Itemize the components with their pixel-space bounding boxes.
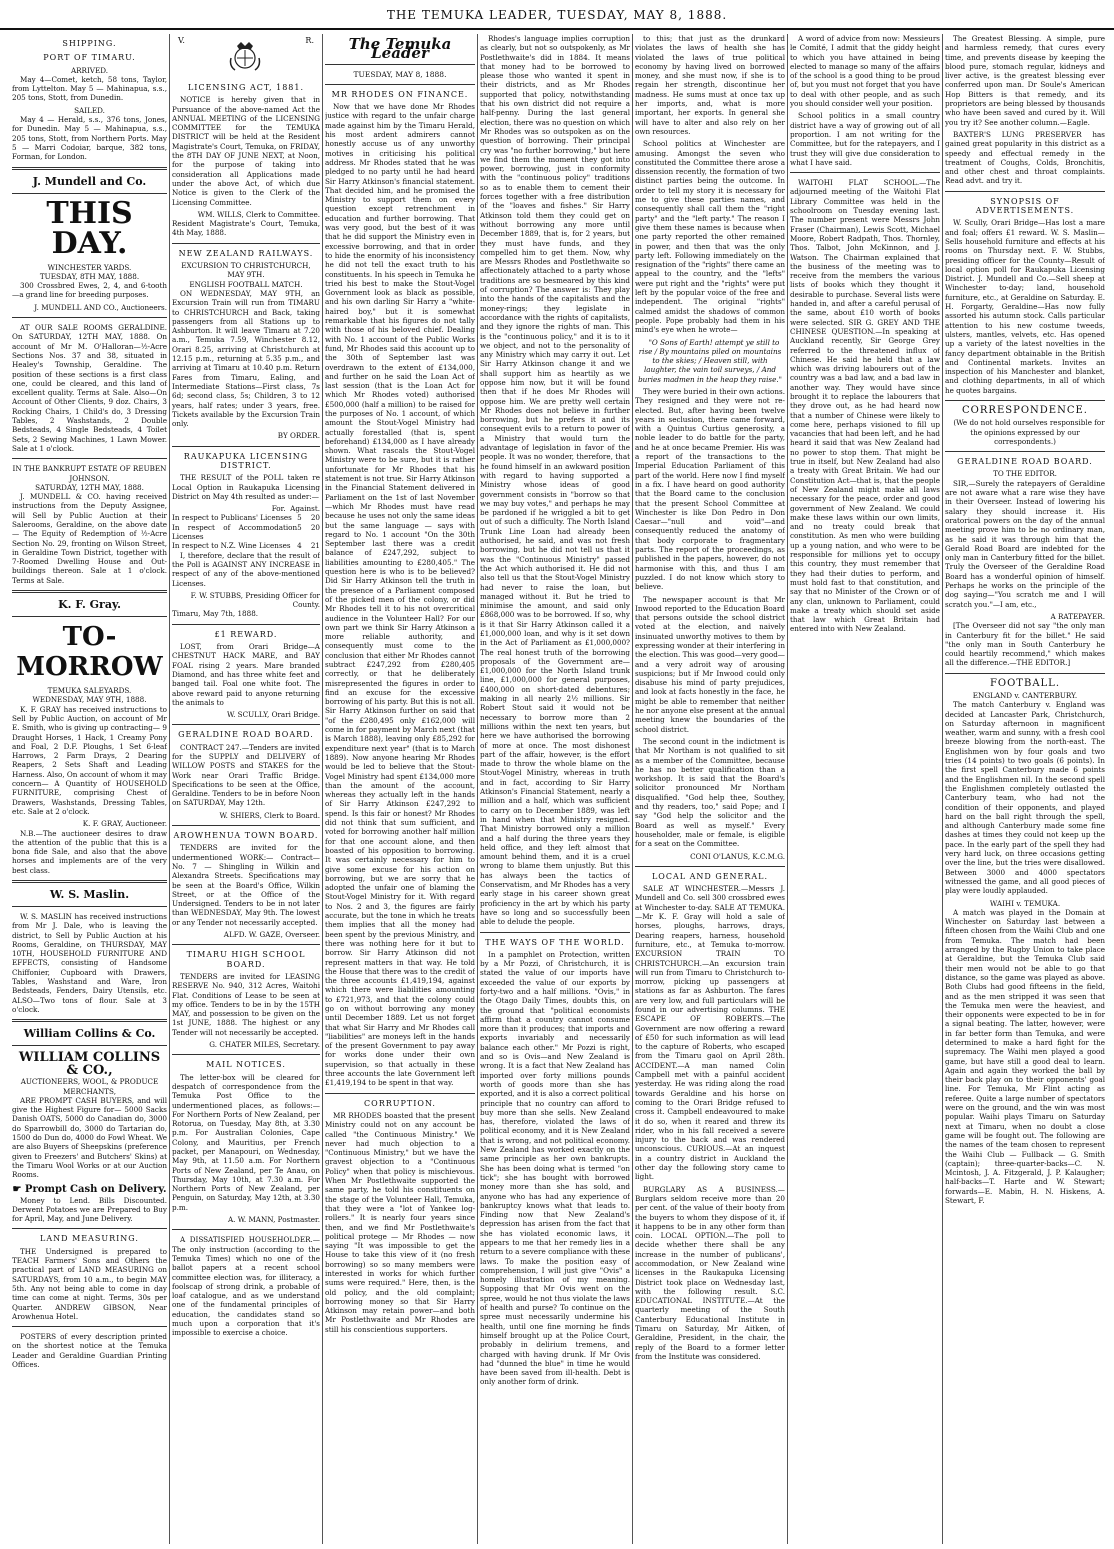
newspaper-text: The newspaper account is that Mr Inwood reported to the Education Board that persons outside the school district voted at the election, and naively insinuated unworthy motives to them by expressing wonder at their interfering in the election. This was good—very good—and a very adroit way of arousing suspicions; but if Mr Inwood could only disabuse his mind of party prejudices, and look at facts honestly in the face, he might be able to remember that neither he nor anyone else present at the annual meeting knew the boundaries of the school district. [635,594,785,734]
col6-text-2: School politics in a small country district have a way of growing out of all proportion. I am not writing for the Committee, but for the ratepayers, and I trust they will give due consideration to what I have said. [790,111,940,167]
waihi-title: WAIHI v. TEMUKA. [989,898,1061,908]
baxter-text: BAXTER'S LUNG PRESERVER has gained great popularity in this district as a speedy and effectual remedy in the treatment of Coughs, Colds, Bronchitis, and other chest and throat complaints. Read advt. and try it. [945,129,1105,186]
ratepayer: A RATEPAYER. [1050,611,1105,621]
royal-arms-row: V. R. [172,34,320,78]
school-text-2: They were buried in their own actions. They resigned and they were not re-elected. But, after having been twelve years in seclusion, there came forward, with a Quintus Curtius generosity, a noble leader to do battle for the party, and he at once became Premier. His was a report of the transactions to the Imperial Education Parliament of this part of the world. Here now I find myself in a fix. I have heard on good authority that the Board came to the conclusion that the present School Committee at Winchester is like Don Pedro in Don Caesar—"null and void"—and consequently reduced the anatomy of that body corporate to fragmentary parts. The report of the proceedings, as published in the papers, however, do not harmonise with this, and thus I am puzzled. I do not know which story to believe. [635,386,785,592]
firm-gray: K. F. Gray. [58,598,121,612]
poll-text: THE RESULT of the POLL taken re Local Option in Raukapuka Licensing District on May 4th resulted as under:— [172,473,320,501]
firm-maslin: W. S. Maslin. [49,888,130,901]
railways-title: NEW ZEALAND RAILWAYS. [178,248,314,258]
excursion-title: EXCURSION TO CHRISTCHURCH, MAY 9TH. [181,261,311,280]
mail-text: The letter-box will be cleared for despatch of correspondence from the Temuka Post Office to the undermentioned places, as follows:— For Northern Ports of New Zealand, per Rotorua, on Tuesday, May 8th, at 3.30 p.m. For Australian Colonies, Cape Colony, and Mauritius, per French packet, per Manapouri, on Wednesday, May 9th, at 11.50 a.m. For Northern Ports of New Zealand, per Te Anau, on Thursday, May 10th, at 7.30 a.m. For Northern Ports of New Zealand, per Penguin, on Saturday, May 12th, at 3.30 p.m. [172,1072,320,1212]
synopsis-text: W. Scully, Orari Bridge—Has lost a mare and foal; offers £1 reward. W. S. Maslin—Sells household furniture and effects at his rooms on Thursday next. F. W. Stubbs, presiding officer for the County—Result of local option poll for Raukapuka Licensing District. J. Mundell and Co.—Sell sheep at Winchester to-day; land, household furniture, etc., at Geraldine on Saturday. E. H. Forgarty, Geraldine—Has now fully assorted his autumn stock. Calls particular attention to his new costume tweeds, ulsters, mantles, velvets, etc. Has opened up a variety of the latest novelties in the fancy department obtainable in the British and Continental markets. Invites an inspection of his Manchester and blanket, and clothing departments, in all of which he quotes bargains. [945,218,1105,395]
mann-signature: A. W. MANN, Postmaster. [227,1215,320,1225]
railway-text: ON WEDNESDAY, MAY 9TH, an Excursion Train will run from TIMARU to CHRISTCHURCH and Back, taking passengers from all Stations up to Ashburton. It will leave Timaru at 7.20 a.m., Temuka 7.59, Winchester 8.12, Orari 8.25, arriving at Christchurch at 12.15 p.m., returning at 5.35 p.m., and arriving at Timaru at 10.40 p.m. Return Fares from Timaru, Ealing, and Intermediate Stations—First class, 7s 6d; second class, 5s; Children, 3 to 12 years, half rates; under 3 years, free. Tickets available by the Excursion Train only. [172,288,320,429]
column-3 [325,34,475,1544]
column-5 [635,34,785,1544]
column-rule [169,34,170,1544]
editor-note: [The Overseer did not say "the only man in Canterbury fit for the billet." He said "the only man in South Canterbury he could heartily recommend," which makes all the difference.—THE EDITOR.] [945,621,1105,668]
reward-title: £1 REWARD. [214,629,278,639]
poll-row: In respect to Publicans' Licenses 5 20 [172,513,320,523]
masthead: The Temuka Leader [348,35,452,63]
letter-text: SIR,—Surely the ratepayers of Geraldine are not aware what a rare wise they have in their Overseer. Instead of lowering his salary they should increase it. His oratorical powers on the day of the annual meeting prove him to be no ordinary man, as he said it was through him that the Gerald Road Board are indebted for the only man in Canterbury fitted for the billet. Truly the Overseer of the Geraldine Road Board has a wonderful opinion of himself. Perhaps he works on the principle of the dog saying—"You scratch me and I will scratch you."—I am, etc., [945,478,1105,609]
prompt-cash: ☛ Prompt Cash on Delivery. [12,1183,167,1195]
scully-signature: W. SCULLY, Orari Bridge. [226,710,320,720]
arrived-text: May 4—Comet, ketch, 58 tons, Taylor, from Lyttelton. May 5 — Mahinapua, s.s., 205 tons, Stott, from Dunedin. [12,74,167,103]
local-text-2: BURGLARY AS A BUSINESS.—Burglars seldom receive more than 20 per cent. of the value of their booty from the buyers to whom they dispose of it, if it happens to be in any other form than coin. LOCAL OPTION.—The poll to decide whether there shall be any increase in the number of publicans', accommodation, or New Zealand wine licenses in the Raukapuka Licensing District took place on Wednesday last, with the following result. S.C. EDUCATIONAL INSTITUTE.—At the quarterly meeting of the South Canterbury Educational Institute in Timaru on Saturday, Mr Aitken, of Geraldine, President, in the chair, the reply of the Board to a former letter from the Institute was considered. [635,1184,785,1361]
ewes-text: 300 Crossbred Ewes, 2, 4, and 6-tooth—a grand line for breeding purposes. [12,281,167,300]
football-match-title: ENGLISH FOOTBALL MATCH. [189,279,303,289]
issue-date: TUESDAY, MAY 8, 1888. [353,69,447,79]
gaze-signature: ALFD. W. GAZE, Overseer. [223,930,320,940]
grb-title: GERALDINE ROAD BOARD. [957,457,1093,467]
shiers-signature: W. SHIERS, Clerk to Board. [219,810,320,820]
eng-cant-title: ENGLAND v. CANTERBURY. [972,691,1078,700]
stubbs-date: Timaru, May 7th, 1888. [172,609,259,619]
column-2 [172,34,320,1544]
corruption-title: CORRUPTION. [364,1098,436,1108]
poll-row: In respect of Accommodation Licenses 5 20 [172,522,320,542]
column-rule [942,34,943,1544]
arowhenua-title: AROWHENUA TOWN BOARD. [173,831,319,841]
posters-text: POSTERS of every description printed on the shortest notice at the Temuka Leader and Geraldine Guardian Printing Offices. [12,1332,167,1369]
finance-text: Now that we have done Mr Rhodes justice with regard to the unfair charge made against him by the Timaru Herald, his most ardent admirers cannot honestly accuse us of any unworthy motives in criticising his political address. Mr Rhodes stated that he was pledged to no party until he had heard Sir Harry Atkinson's financial statement. That decided him, and he promised the Ministry to support them on every question except retrenchment in education and further borrowing. That was very good, but the best of it was that he did support the Ministry even in excessive borrowing, and that in order to hide the enormity of his inconsistency he did not tell the exact truth to his constituents. In his speech in Temuka he tried his best to make the Stout-Vogel Government look as black as possible, and his own darling Sir Harry a "white-haired boy," but it is somewhat remarkable that his figures do not tally with those of his beloved chief. Dealing with No. 1 account of the Public Works fund, Mr Rhodes said this account up to the 30th of September last was overdrawn to the extent of £134,000, and further on he said the Loan Act of last session (that is the Loan Act for which Mr Rhodes voted) authorised £500,000 (half a million) to be raised for the purposes of No. 1 account, of which amount the Stout-Vogel Ministry had actually forestalled (that is, spent beforehand) £134,000 as I have already shown. What rascals the Stout-Vogel Ministry were to be sure, but it is rather unfortunate for Mr Rhodes that his statement is not true. Sir Harry Atkinson in the Financial Statement delivered in Parliament on the 1st of last November—which Mr Rhodes must have read because he uses not only the same ideas but the same language — says with regard to No. 1 account "On the 30th September last there was a credit balance of £247,292, subject to liabilities amounting to £280,405." The question here is who is to be believed? Did Sir Harry Atkinson tell the truth in the presence of a Parliament composed of the picked men of the colony, or did Mr Rhodes tell it to his not overcritical audience in the Volunteer Hall? For our own part we think Sir Harry Atkinson a more reliable authority, and consequently must come to the conclusion that either Mr Rhodes cannot subtract £247,292 from £280,405 correctly, or that he deliberately misrepresented the figures in order to find an excuse for the excessive borrowing of his party. But this is not all. Sir Harry Atkinson further on said that "of the £280,495 only £162,000 will come in for payment by March next (that is March 1888), leaving only £85,292 for expenditure next year" (that is to March 1889). Now anyone hearing Mr Rhodes would be led to believe that the Stout-Vogel Ministry had spent £134,000 more than the amount of the account, whereas they actually left in the hands of Sir Harry Atkinson £247,292 to spend. Is this fair or honest? Mr Rhodes did not think that sum sufficient, and voted for borrowing another half million for that one account alone, and then boasted of his opposition to borrowing. It was certainly necessary for him to give some excuse for his action on borrowing, but we are sorry that he adopted the unfair one of blaming the Stout-Vogel Ministry for it. With regard to Nos. 2 and 3, the figures are fairly accurate, but the tone in which he treats them implies that all the money had been spent by the previous Ministry, and there was nothing here for it but to borrow. Sir Harry Atkinson did not represent matters in that way. He told the House that there was to the credit of the three accounts £1,419,194, against which there were liabilities amounting to £721,973, and that the colony could go on without borrowing any money until December 1889. Let us not forget that what Sir Harry and Mr Rhodes call "liabilities" are moneys left in the hands of the present Government to pay away for works done under their own supervision, so that actually in these three accounts the late Government left £1,419,194 to be spent in that way. [325,102,475,1088]
finance-title: MR RHODES ON FINANCE. [331,89,469,99]
page-running-title: THE TEMUKA LEADER, TUESDAY, MAY 8, 1888. [386,8,728,22]
royal-crest-icon [225,36,265,76]
disclaimer: (We do not hold ourselves responsible for the opinions expressed by our correspondents.) [953,418,1105,446]
land-measuring-title: LAND MEASURING. [40,1234,139,1244]
this-day-heading: THIS DAY. [46,195,133,261]
bankrupt-date: SATURDAY, 12TH MAY, 1888. [35,482,144,492]
nb-text: N.B.—The auctioneer desires to draw the attention of the public that this is a bona fide Sale, and also that the above horses and implements are of the very best class. [12,828,167,875]
mundell-signature: J. MUNDELL AND CO., Auctioneers. [34,302,167,312]
clerk-place: Resident Magistrate's Court, Temuka, 4th May, 1888. [172,219,320,238]
page-header [0,6,1114,30]
maslin-text: W. S. MASLIN has received instructions from Mr J. Dale, who is leaving the district, to Sell by Public Auction at his Rooms, Geraldine, on THURSDAY, MAY 10TH, HOUSEHOLD FURNITURE AND EFFECTS, consisting of Handsome Chiffonier, Cupboard with Drawers, Tables, Washstand and Ware, Iron Bedsteads, Fenders, Dairy Utensils, etc. ALSO—Two tons of flour. Sale at 3 o'clock. [12,912,167,1014]
clerk-signature: WM. WILLS, Clerk to Committee. [197,209,320,219]
column-7 [945,34,1105,1544]
local-text: SALE AT WINCHESTER.—Messrs J. Mundell and Co. sell 300 crossbred ewes at Winchester to-day. SALE AT TEMUKA.—Mr K. F. Gray will hold a sale of horses, ploughs, harrows, drays, Dearing reapers, harness, household furniture, etc., at Temuka to-morrow. EXCURSION TRAIN TO CHRISTCHURCH.—An excursion train will run from Timaru to Christchurch to-morrow, picking up passengers at stations as far as Ashburton. The fares are very low, and full particulars will be found in our advertising columns. THE ESCAPE OF ROBERTS.—The Government are now offering a reward of £50 for such information as will lead to the capture of Roberts, who escaped from the Timaru gaol on April 28th. ACCIDENT.—A man named Colin Campbell met with a painful accident yesterday. He was riding along the road towards Geraldine and his horse on coming to the Orari Bridge refused to cross it. Campbell endeavoured to make it do so, when it reared and threw its rider, who in his fall received a severe injury to the back and was rendered unconscious. CURIOUS.—At an inquest in a country district in Auckland the other day the following story came to light. [635,884,785,1182]
corruption-text: MR RHODES boasted that the present Ministry could not on any account be called "the Continuous Ministry." We never had much objection to a "Continuous Ministry," but we have the gravest objection to a "Continuous Policy" when that policy is mischievous. When Mr Postlethwaite supported the same party, he told his constituents on the stage of the Volunteer Hall, Temuka, that they were a "lot of Yankee log-rollers." It is nearly four years since then, and we find Mr Postlethwaite's political protege — Mr Rhodes — now saying "It was impossible to get the House to take this view of it (no fresh borrowing) so so many members were interested in works for which further sums were required." Here, then, is the old policy, and the old complaint; borrowing money so that Sir Harry Atkinson may retain power—and both Mr Postlethwaite and Mr Rhodes are still his conscientious supporters. [325,1110,475,1334]
sailed-label: SAILED. [74,105,105,115]
firm-collins: William Collins & Co. [23,1027,156,1041]
collins-sub: AUCTIONEERS, WOOL, & PRODUCE MERCHANTS, [20,1077,159,1096]
indictment-text: The second count in the indictment is that Mr Northam is not qualified to sit as a member of the Committee, because he has no better qualification than a workshop. It is said that the Board's solicitor pronounced Mr Northam disqualified. "God help thee, Southey, and thy readers, too," said Pope; and I say "God help the solicitor and the Board as well as myself." Every householder, male or female, is eligible for a seat on the Committee. [635,736,785,849]
geraldine-road-title: GERALDINE ROAD BOARD. [178,730,314,740]
land-measuring-text: THE Undersigned is prepared to TEACH Farmers' Sons and Others the practical part of LAND MEASURING on SATURDAYS, from 10 a.m., to begin MAY 5th. Any not being able to come in day time can come at night. Terms, 30s per Quarter. ANDREW GIBSON, Near Arowhenua Hotel. [12,1246,167,1321]
arowhenua-text: TENDERS are invited for the undermentioned WORK:— Contract— No. 7 — Shingling in Wilkin and Alexandra Streets. Specifications may be seen at the Board's Office, Wilkin Street, or at the Office of the Undersigned. Tenders to be in not later than WEDNESDAY, May 9th. The lowest or any Tender not necessarily accepted. [172,843,320,927]
licensing-notice: NOTICE is hereby given that in Pursuance of the above-named Act the ANNUAL MEETING of the LICENSING COMMITTEE for the TEMUKA DISTRICT will be held at the Resident Magistrate's Court, Temuka, on FRIDAY, the 8TH DAY OF JUNE NEXT, at Noon, for the purpose of taking into consideration all Applications made under the above Act, of which due Notice is given to the Clerk of the Licensing Committee. [172,95,320,207]
columns [12,34,1108,1544]
ways-title: THE WAYS OF THE WORLD. [485,937,625,947]
sailed-text: May 4 — Herald, s.s., 376 tons, Jones, for Dunedin. May 5 — Mahinapua, s.s., 205 tons, Stott, from Northern Ports. May 5 — Marri Codoiar, barque, 382 tons, Forman, for London. [12,115,167,162]
col5-text: to this; that just as the drunkard violates the laws of health she has violated the laws of true political economy by having lived on borrowed money, and she must now, if she is to regain her strength, discontinue her madness. He sums must at once tax up her imports, and, what is more important, her exports. In general she will have to alter and also rely on her own resources. [635,34,785,136]
shipping-title: SHIPPING. [62,39,117,48]
school-text: School politics at Winchester are amusing. Amongst the seven who constituted the Committee there arose a dissension recently, the formation of two distinct parties being the outcome. In order to tell my story it is necessary for me to give these parties names, and consequently shall call them the "right party" and the "left party." The reason I give them these names is because when one party reported the other remained in power, and then that was the only party left. Following immediately on the resignation of the "rights" there came an appeal to the country, and the "lefts" were put right and the "rights" were put left by the popular voice of the free and independent. The original "rights" calmed amidst the shadows of common people. Pope probably had them in his mind's eye when he wrote— [635,139,785,335]
contract-text: CONTRACT 247.—Tenders are invited for the SUPPLY and DELIVERY of WILLOW POSTS and STAKES for the Work near Orari Traffic Bridge. Specifications to be seen at the Office, Geraldine. Tenders to be in before Noon on SATURDAY, May 12th. [172,742,320,808]
synopsis-title: SYNOPSIS OF ADVERTISEMENTS. [975,196,1075,216]
column-4 [480,34,630,1544]
mail-title: MAIL NOTICES. [206,1060,286,1070]
gray-text: K. F. GRAY has received instructions to Sell by Public Auction, on account of Mr E. Smith, who is giving up contracting— 9 Draught Horses, 1 Hack, 1 Creamy Pony and Foal, 2 D.F. Ploughs, 1 Set 6-leaf Harrows, 2 Farm Drays, 2 Dearing Reapers, 2 Sets Shaft and Leading Harness. Also, On account of whom it may concern— A Quantity of HOUSEHOLD FURNITURE, comprising Chest of Drawers, Washstands, Dressing Tables, etc. Sale at 2 o'clock. [12,704,167,816]
licensing-act-title: LICENSING ACT, 1881. [187,83,305,92]
wednesday-date: WEDNESDAY, MAY 9TH, 1888. [32,695,147,705]
greatest-blessing: The Greatest Blessing. A simple, pure and harmless remedy, that cures every time, and prevents disease by keeping the blood pure, stomach regular, kidneys and liver active, is the greatest blessing ever conferred upon man. Dr Soule's American Hop Bitters is that remedy, and its proprietors are being blessed by thousands who have been saved and cured by it. Will you try it? See another column.—Eagle. [945,34,1105,127]
sale-rooms-text: AT OUR SALE ROOMS GERALDINE. On SATURDAY, 12TH MAY, 1888. On account of Mr M. O'Halloran—½-Acre Sections Nos. 37 and 38, situated in Healey's Township, Geraldine. The position of these sections is a first class one, could be cleared, and this land of excellent quality. Terms at Sale. Also—On Account of Other Clients, 9 doz. Chairs, 3 Rocking Chairs, 1 Child's do, 3 Dressing Tables, 2 Washstands, 2 Double Bedsteads, 4 Single Bedsteads, 4 Toilet Sets, 2 Sewing Machines, 1 Lawn Mower. Sale at 1 o'clock. [12,323,167,453]
poll-header: For. Against. [271,504,320,514]
sale-date: TUESDAY, 8TH MAY, 1888. [39,271,140,281]
signed: CONI O'LANUS, K.C.M.G. [690,851,785,861]
column-rule [632,34,633,1544]
pointing-hand-icon: ☛ [12,1183,22,1195]
poem-text: "O Sons of Earth! attempt ye still to rise / By mountains piled on mountains to the skies; / Heaven still, with laughter, the vain toil surveys, / And buries madmen in the heap they raise." [638,337,782,384]
football-title: FOOTBALL. [989,677,1061,689]
column-rule [787,34,788,1544]
bankrupt-heading: IN THE BANKRUPT ESTATE OF REUBEN JOHNSON. [12,464,167,483]
money-text: Money to Lend. Bills Discounted. Derwent Potatoes we are Prepared to Buy for April, May, and June Delivery. [12,1195,167,1224]
football-text: The match Canterbury v. England was decided at Lancaster Park, Christchurch, on Saturday afternoon in magnificent weather, warm and sunny, with a fresh cool breeze blowing from the north-east. The Englishmen won by four goals and two tries (14 points) to two goals (6 points). In the first spell Canterbury made 6 points and the Englishmen nil. In the second spell the Englishmen completely outlasted the Canterbury team, who had not the condition of their opponents, and played hard on the ball right through the spell, and although Canterbury made some fine dashes at times they could not keep up the pace. In the early part of the spell they had very hard luck, on three occasions getting over the line, but the tries were disallowed. Between 3000 and 4000 spectators witnessed the game, and all good pieces of play were loudly applauded. [945,700,1105,896]
arrived-label: ARRIVED. [70,65,109,75]
high-school-title: TIMARU HIGH SCHOOL BOARD. [186,950,306,969]
poll-row: In respect to N.Z. Wine Licenses 4 21 [172,541,320,551]
poll-table [172,513,320,550]
raukapuka-title: RAUKAPUKA LICENSING DISTRICT. [183,451,309,470]
dissatisfied-text: A DISSATISFIED HOUSEHOLDER.—The only instruction (according to the Temuka Times) which no one of the ballot papers at a recent school committee election was, for illiteracy, a foolscap of strong drink, a probable of loaf catalogue, and as we understand one of the fundamental principles of education, the candidates stand so much upon a corporation that it's impossible to exercise a choice. [172,1235,320,1338]
ways-text: In a pamphlet on Protection, written by a Mr Pozzi, of Christchurch, it is stated the value of our imports have exceeded the value of our exports by forty-two and a half millions. "Ovis," in the Otago Daily Times, doubts this, on the ground that "political economists affirm that a country cannot consume more than it produces; that imports and exports invariably and necessarily balance each other." Mr Pozzi is right, and so is Ovis—and New Zealand is wrong. It is a fact that New Zealand has imported over forty millions pounds worth of goods more than she has exported, and it is also a correct political principle that no country can afford to buy more than she sells. New Zealand has, therefore, violated the laws of political economy, and it is New Zealand that is wrong, and not political economy. New Zealand has worked exactly on the same principle as her own bankrupts. She has been doing what is termed "on tick"; she has bought with borrowed money more than she has sold, and anyone who has had any experience of bankruptcy knows what that leads to. Finding now that New Zealand's depression has arisen from the fact that she has violated economic laws, it appears to me that her remedy lies in a return to a severe compliance with these laws. To make the position easy of comprehension, I will just give "Ovis" a homely illustration of my meaning. Supposing that Mr Ovis went on the spree, would he not thus violate the laws of health and purse? To continue on the spree must necessarily undermine his health, until one fine morning he finds himself brought up at the Police Court, probably in delirium tremens, and charged with having drunk. If Mr Ovis had "dunned the blue" in time he would have been saved from ill-health. Debt is only another form of drink. [480,949,630,1387]
correspondence-title: CORRESPONDENCE. [962,404,1088,416]
temuka-saleyards: TEMUKA SALEYARDS. [47,686,132,696]
stubbs-signature: F. W. STUBBS, Presiding Officer for County. [190,590,320,610]
to-editor: TO THE EDITOR. [993,469,1057,479]
leasing-text: TENDERS are invited for LEASING RESERVE No. 940, 312 Acres, Waitohi Flat. Conditions of Lease to be seen at my office. Tenders to be in by the 15TH MAY, and possession to be given on the 1st JUNE, 1888. The highest or any Tender will not necessarily be accepted. [172,971,320,1037]
miles-signature: G. CHATER MILES, Secretary. [209,1040,320,1050]
gray-signature: K. F. GRAY, Auctioneer. [82,819,167,829]
bankrupt-text: J. MUNDELL & CO. having received instructions from the Deputy Assignee, will Sell by Public Auction at their Salerooms, Geraldine, on the above date— The Equity of Redemption of ½-Acre Section No. 29, fronting on Wilson Street, in Geraldine Town District, together with 7-Roomed Dwelling House and Out-buildings thereon. Sale at 1 o'clock. Terms at Sale. [12,492,167,585]
local-general-title: LOCAL AND GENERAL. [651,871,769,881]
tomorrow-heading: TO-MORROW [16,622,163,683]
column-rule [322,34,323,1544]
collins-heading: WILLIAM COLLINS & CO., [18,1050,161,1079]
winchester-yards: WINCHESTER YARDS. [47,262,132,272]
waihi-text: A match was played in the Domain at Winchester on Saturday last between a fifteen chosen from the Waihi Club and one from Temuka. The match had been arranged by the Rugby Union to take place at Geraldine, but the Temuka Club said their men would not be able to go that distance, so the game was played as above. Both Clubs had good fifteens in the field, and as the men stripped it was seen that the Temuka men were the heaviest, and their opponents were expected to be in for a signal beating. The latter, however, were in far better form than Temuka, and were determined to make a hard fight for the supremacy. The Waihi men played a good game, but have still a good deal to learn. Again and again they worked the ball by their back play on to their opponents' goal line. For Temuka, Mr Flint acting as referee. Quite a large number of spectators were on the ground, and the win was most popular. Waihi plays Timaru on Saturday next at Timaru, when no doubt a close game will be fought out. The following are the names of the team chosen to represent the Waihi Club — Fullback — G. Smith (captain); three-quarter-backs—C. N. Mcintosh, J. A. Fitzgerald, J. P. Kalaugher; half-backs—T. Harte and W. Stewart; forwards—E. Mabin, H. N. Hiskens, A. Stewart, F. [945,907,1105,1206]
collins-text: ARE PROMPT CASH BUYERS, and will give the Highest Figure for— 5000 Sacks Danish OATS, 5000 do Canadian do, 3000 do Sparrowbill do, 3000 do Tartarian do, 1500 do Dun do, 4000 do Fowl Wheat. We are also Buyers of Sheepskins (preference given to Freezers' and Butchers' Skins) at the Timaru Wool Works or at our Auction Rooms. [12,1095,167,1180]
port-title: PORT OF TIMARU. [43,53,136,63]
column-1 [12,34,167,1544]
column-6 [790,34,940,1544]
by-order: BY ORDER. [277,431,320,441]
column-rule [477,34,478,1544]
col4-text: Rhodes's language implies corruption as clearly, but not so outspokenly, as Mr Postlethwaite's did in 1884. It means that money had to be borrowed to please those who wanted it spent in their districts, and as Mr Rhodes supported that policy, notwithstanding that his own district did not require a half-penny. During the last general election, there was no question on which Mr Rhodes was so outspoken as on the question of borrowing. Their principal cry was "no further borrowing," but here we find them the moment they got into power, borrowing, just in conformity with the "continuous policy" traditions so as to enable them to cement their forces together with a free distribution of the "loaves and fishes." Sir Harry Atkinson told them they could get on without borrowing any more until December 1889, that is, for 2 years, but they must have funds, and they compelled him to get them. Now, why are Messrs Rhodes and Postlethwaite so affectionately attached to a party whose traditions are so besmeared by this kind of corruption? The answer is: They play into the hands of the capitalists and the money-rings; they legislate in accordance with the rights of capitalists, and they ignore the rights of man. This is the "continuous policy," and it is to it we object, and not to the personality of any Ministry which may carry it out. Let Sir Harry Atkinson change it and we shall support him as heartily as we oppose him now, but it will be found then that if he does Mr Rhodes will oppose him. We are pretty well certain Mr Rhodes does not believe in further borrowing, but he prefers it and its consequent evils to a return to power of a Ministry that would turn the advantage of legislation in favor of the people. It was no wonder, therefore, that he found himself in an awkward position with regard to having supported a Ministry whose ideas of good government consists in "borrow so that we may buy votes," and perhaps he may be pardoned if he wriggled a bit to get out of such a difficulty. The North Island Trunk Line Loan had already been authorised, he said, and was not fresh borrowing, but he did not tell us that it was the "Continuous Ministry" passed the Act which authorised it. He did not also tell us that the Stout-Vogel Ministry had never to raise the loan, but managed without it. But he tried to minimise the amount, and said only £868,000 was to be borrowed. If so, why is it that Sir Harry Atkinson called it a £1,000,000 loan, and why is it set down in the Act of Parliament as £1,000,000? The real honest truth of the borrowing proposals of the Government are—£1,000,000 for the North Island trunk line, £1,000,000 for general purposes, £400,000 on short-dated debentures; making in all nearly 2½ millions. Sir Robert Stout said it would not be necessary to borrow more than 2 millions within the next ten years, but here we have authorised the borrowing of more at once. The most dishonest part of the affair, however, is the effort made to throw the whole blame on the Stout-Vogel Ministry, whereas in truth and in fact, according to Sir Harry Atkinson's Financial Statement, nearly a million and a half, which was sufficient to carry on to December 1889, was left in hand when that Ministry resigned. That Ministry borrowed only a million and a half during the three years they held office, and they left almost that amount behind them, and it is a cruel wrong to blame them unjustly. But this has always been the tactics of Conservatism, and Mr Rhodes has a very early stage in his career shown great proficiency in the art by which his party have so long and so successfully been able to delude the people. [480,34,630,927]
poll-result: I, therefore, declare that the result of the Poll is AGAINST ANY INCREASE in respect of any of the above-mentioned Licenses. [172,550,320,588]
col6-local-more: WAITOHI FLAT SCHOOL.—The adjourned meeting of the Waitohi Flat Library Committee was held in the schoolroom on Tuesday evening last. The number present were Messrs John Fraser (Chairman), Lewis Scott, Michael Moore, Robert Radpath, Thos. Thornley, Thos. Talbot, John McKinnon, and J. Watson. The Chairman explained that the business of the meeting was to receive from the members the various lists of books which they thought it desirable to purchase. Several lists were handed in, and after a careful perusal of the same, about £10 worth of books were selected. SIR G. GREY AND THE CHINESE QUESTION.—In speaking at Auckland recently, Sir George Grey referred to the threatened influx of Chinese. He said he held that a law which was driving labourers out of the country was a bad law, and a bad law in another way. They would have since brought it to replace the labourers that they drove out, as he had heard now that a number of Chinese were likely to come here, perhaps visioned to fill up vacancies that had been left, and he had heard it said that was New Zealand had no power to stop them. That might be true in itself, but New Zealand had also a treaty with Great Britain. We had our Constitution Act—that is, that the people of New Zealand might make all laws necessary for the peace, order and good government of New Zealand. We could make these laws within our own limits, and no treaty could break that constitution. As men who were building up a young nation, and who were to be responsible for millions yet to occupy this country, they must remember that they had their duties to perform, and must hold fast to that constitution, and say that no Minister of the Crown or of any clan, unknown to Parliament, could make a treaty which should set aside that law which Great Britain had entered into with New Zealand. [790,178,940,634]
col6-text: A word of advice from now: Messieurs le Comité, I admit that the giddy height to which you have attained in being elected to manage so many of the affairs of the school is a good thing to be proud of, but you must not forget that you have to deal with other people, and as such you should consider well your position. [790,34,940,109]
firm-mundell: J. Mundell and Co. [32,174,147,188]
reward-text: LOST, from Orari Bridge—A CHESTNUT HACK MARE, and BAY FOAL rising 2 years. Mare branded Diamond, and has three white feet and banged tail. Foal one white foot. The above reward paid to anyone returning the animals to [172,642,320,707]
